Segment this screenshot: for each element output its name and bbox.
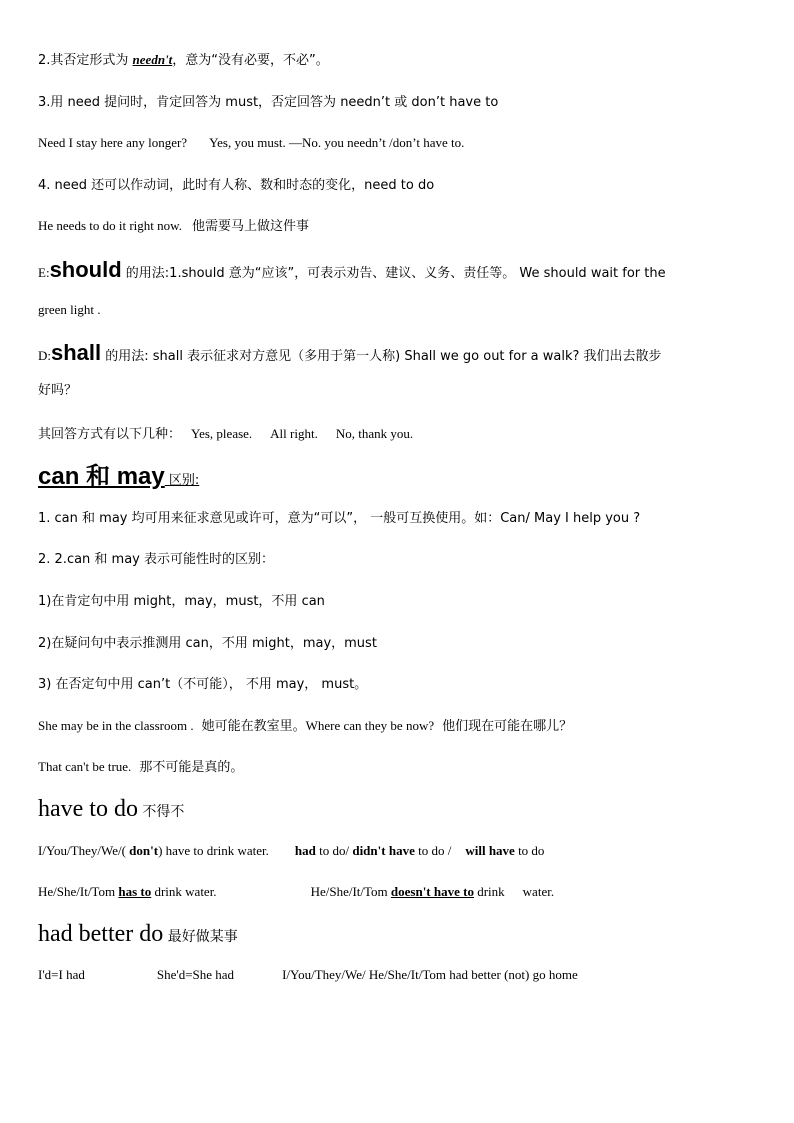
line-had-better-forms: I'd=I had She'd=She had I/You/They/We/ He/She/It/Tom had better (not) go home bbox=[38, 967, 578, 982]
line-negative: 3) 在否定句中用 can’t（不可能）， 不用 may， must。 bbox=[38, 677, 368, 692]
line-affirmative: 1)在肯定句中用 might，may，must，不用 can bbox=[38, 594, 325, 609]
heading-can-may: can 和 may 区别: bbox=[38, 463, 200, 490]
line-need-negative: 2.其否定形式为 needn't，意为“没有必要，不必”。 bbox=[38, 52, 329, 68]
heading-had-better-do: had better do 最好做某事 bbox=[38, 921, 238, 947]
line-need-verb: 4. need 还可以作动词，此时有人称、数和时态的变化，need to do bbox=[38, 178, 435, 193]
line-need-question: 3.用 need 提问时，肯定回答为 must，否定回答为 needn’t 或 don’t have to bbox=[38, 95, 499, 110]
line-needs-example: He needs to do it right now. 他需要马上做这件事 bbox=[38, 218, 309, 234]
line-shall-cont: 好吗？ bbox=[38, 383, 78, 398]
line-have-to-forms: I/You/They/We/( don't) have to drink water. had to do/ didn't have to do / will have to do bbox=[38, 843, 545, 858]
line-classroom-example: She may be in the classroom . 她可能在教室里。Where can they be now? 他们现在可能在哪儿？ bbox=[38, 718, 573, 734]
line-should: E:should 的用法:1.should 意为“应该”，可表示劝告、建议、义务、责任等。 We should wait for the bbox=[38, 257, 666, 282]
line-shall: D:shall 的用法: shall 表示征求对方意见（多用于第一人称) Shall we go out for a walk? 我们出去散步 bbox=[38, 340, 662, 365]
line-can-may-permission: 1. can 和 may 均可用来征求意见或许可，意为“可以”， 一般可互换使用。如：Can/ May I help you ? bbox=[38, 511, 641, 526]
line-cant-be-true: That can't be true. 那不可能是真的。 bbox=[38, 759, 244, 775]
line-has-to-forms: He/She/It/Tom has to drink water. He/She/It/Tom doesn't have to drink water. bbox=[38, 884, 555, 899]
line-can-may-possibility: 2. 2.can 和 may 表示可能性时的区别： bbox=[38, 552, 275, 567]
line-shall-answers: 其回答方式有以下几种： Yes, please. All right. No, thank you. bbox=[38, 426, 414, 442]
line-green-light: green light . bbox=[38, 302, 101, 317]
line-interrogative: 2)在疑问句中表示推测用 can，不用 might，may，must bbox=[38, 636, 377, 651]
heading-have-to-do: have to do 不得不 bbox=[38, 796, 185, 822]
line-need-example: Need I stay here any longer? Yes, you must. —No. you needn’t /don’t have to. bbox=[38, 135, 465, 150]
